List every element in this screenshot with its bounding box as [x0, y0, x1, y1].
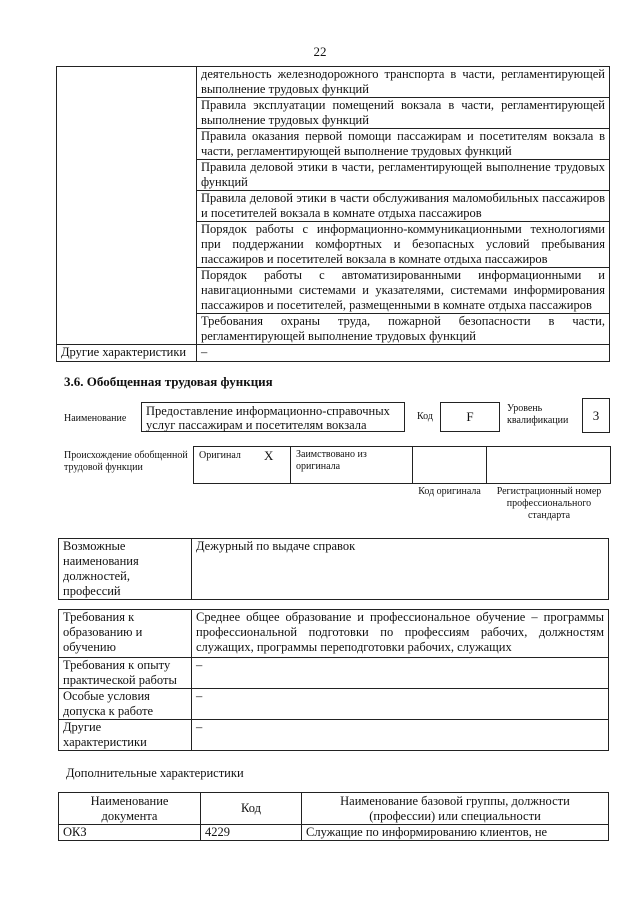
requirement-item: Правила деловой этики в части, регламентирующей выполнение трудовых функций — [197, 160, 610, 191]
column-header: Код — [201, 793, 302, 825]
table-row — [59, 610, 609, 658]
requirement-item: Правила эксплуатации помещений вокзала в части, регламентирующей выполнение трудовых функций — [197, 98, 610, 129]
divider — [290, 447, 291, 483]
table-row — [57, 345, 610, 362]
level-label: Уровень квалификации — [507, 403, 569, 426]
job-titles-label: Возможные наименования должностей, профессий — [59, 539, 192, 600]
table-row — [59, 720, 609, 751]
original-label: Оригинал — [199, 450, 241, 461]
admission-value: – — [192, 689, 609, 720]
requirement-item: Порядок работы с автоматизированными информационными и навигационными системами и указателями, системами информирования пассажиров и посетителей, размещенными в комнате отдыха пассажиров — [197, 268, 610, 314]
requirement-item: Правила деловой этики в части обслуживания маломобильных пассажиров и посетителей вокзала в комнате отдыха пассажиров — [197, 191, 610, 222]
table-row — [57, 67, 610, 98]
column-header: Наименование базовой группы, должности (профессии) или специальности — [302, 793, 609, 825]
code-original-caption: Код оригинала — [418, 486, 481, 497]
experience-label: Требования к опыту практической работы — [59, 658, 192, 689]
table-row — [59, 658, 609, 689]
doc-name-cell: ОКЗ — [59, 825, 201, 841]
additional-title: Дополнительные характеристики — [66, 766, 244, 780]
function-name-box: Предоставление информационно-справочных услуг пассажирам и посетителям вокзала — [141, 402, 405, 432]
other-value: – — [192, 720, 609, 751]
knowledge-label-cell — [57, 67, 197, 345]
code-value-box: F — [440, 402, 500, 432]
level-value-box: 3 — [582, 398, 610, 433]
table-row — [59, 689, 609, 720]
requirement-item: Правила оказания первой помощи пассажирам и посетителям вокзала в части, регламентирующей выполнение трудовых функций — [197, 129, 610, 160]
code-cell: 4229 — [201, 825, 302, 841]
experience-value: – — [192, 658, 609, 689]
other-characteristics-value: – — [197, 345, 610, 362]
requirements-table — [58, 609, 609, 751]
original-mark: X — [264, 448, 274, 463]
divider — [486, 447, 487, 483]
divider — [412, 447, 413, 483]
requirement-item: деятельность железнодорожного транспорта в части, регламентирующей выполнение трудовых функций — [197, 67, 610, 98]
other-label: Другие характеристики — [59, 720, 192, 751]
origin-box — [193, 446, 611, 484]
name-label: Наименование — [64, 413, 127, 424]
origin-label: Происхождение обобщенной трудовой функции — [64, 450, 188, 473]
requirement-item: Требования охраны труда, пожарной безопасности в части, регламентирующей выполнение трудовых функций — [197, 314, 610, 345]
table-row — [59, 539, 609, 600]
table-row — [59, 825, 609, 841]
section-title: 3.6. Обобщенная трудовая функция — [64, 374, 273, 389]
group-name-cell: Служащие по информированию клиентов, не — [302, 825, 609, 841]
requirement-item: Порядок работы с информационно-коммуникационными технологиями при поддержании комфортных и безопасных условий пребывания пассажиров и посетителей вокзала в комнате отдыха пассажиров — [197, 222, 610, 268]
education-label: Требования к образованию и обучению — [59, 610, 192, 658]
page-number: 22 — [313, 44, 327, 59]
knowledge-table — [56, 66, 610, 362]
column-header: Наименование документа — [59, 793, 201, 825]
job-titles-table — [58, 538, 609, 600]
other-characteristics-label: Другие характеристики — [57, 345, 197, 362]
code-label: Код — [417, 411, 433, 422]
education-value: Среднее общее образование и профессиональное обучение – программы профессиональной подготовки по профессиям рабочих, должностям служащих, программы переподготовки рабочих, служащих — [192, 610, 609, 658]
classification-table — [58, 792, 609, 841]
borrowed-label: Заимствовано из оригинала — [296, 449, 367, 472]
admission-label: Особые условия допуска к работе — [59, 689, 192, 720]
job-titles-value: Дежурный по выдаче справок — [192, 539, 609, 600]
table-header-row — [59, 793, 609, 825]
reg-number-caption: Регистрационный номер профессионального стандарта — [496, 486, 602, 521]
